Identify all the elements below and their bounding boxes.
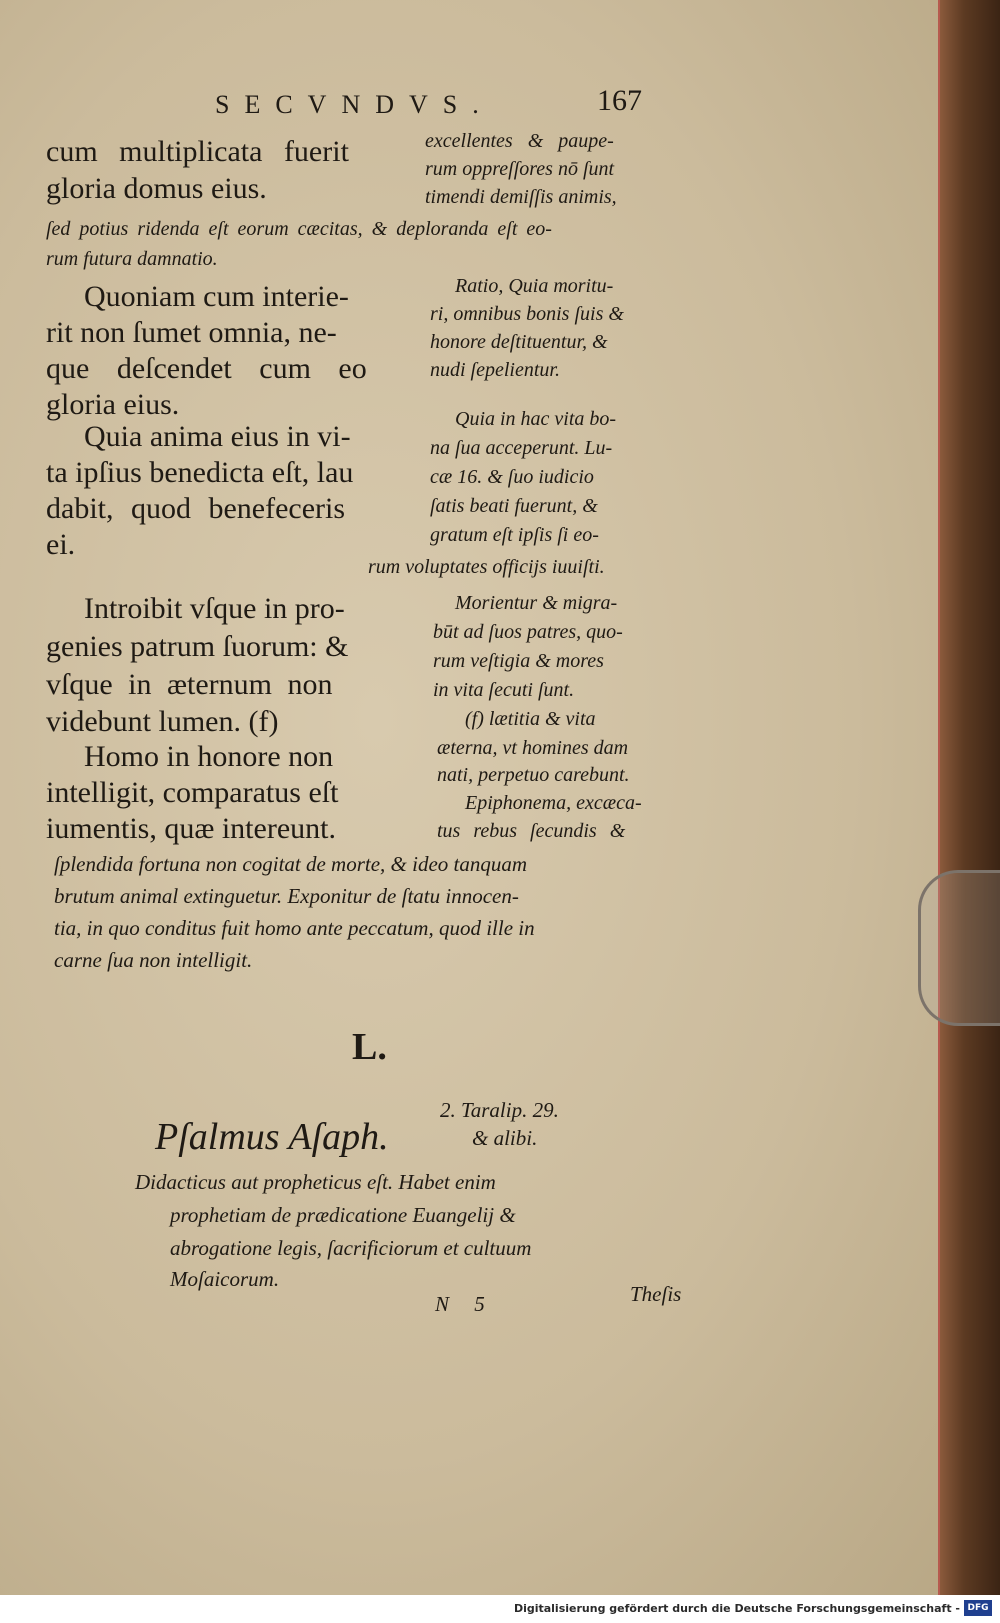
signature-mark: N 5 [435,1292,485,1316]
gloss-line: cæ 16. & ſuo iudicio [430,466,594,488]
gloss-line: tia, in quo conditus fuit homo ante peccatum, quod ille in [54,916,535,940]
cross-reference: & alibi. [472,1126,538,1150]
main-text-line: gloria domus eius. [46,172,267,205]
main-text-line: Introibit vſque in pro- [84,592,345,625]
psalm-title: Pſalmus Aſaph. [155,1116,389,1158]
gloss-line: Morientur & migra- [455,592,618,614]
gloss-line: rum veſtigia & mores [433,650,604,672]
main-text-line: rit non ſumet omnia, ne- [46,316,337,349]
gloss-line: na ſua acceperunt. Lu- [430,437,613,459]
argument-line: abrogatione legis, ſacrificiorum et cultuum [170,1236,532,1260]
gloss-line: ſed potius ridenda eſt eorum cæcitas, & deploranda eſt eo- [46,218,552,240]
main-text-line: cum multiplicata fuerit [46,135,349,168]
main-text-line: Quia anima eius in vi- [84,420,351,453]
main-text-line: gloria eius. [46,388,180,421]
footer-credit: Digitalisierung gefördert durch die Deutsche Forschungsgemeinschaft - [513,1602,960,1615]
main-text-line: que deſcendet cum eo [46,352,367,385]
argument-line: Moſaicorum. [170,1267,280,1291]
gloss-line: æterna, vt homines dam [437,737,629,759]
main-text-line: iumentis, quæ intereunt. [46,812,336,845]
gloss-line: timendi demiſſis animis, [425,186,617,208]
catchword: Theſis [630,1282,682,1306]
dfg-logo-icon: DFG [964,1600,992,1616]
gloss-line: ſatis beati fuerunt, & [430,495,598,517]
gloss-line: rum futura damnatio. [46,248,218,270]
gloss-line: Epiphonema, excæca- [465,792,642,814]
main-text-line: intelligit, comparatus eſt [46,776,339,809]
gloss-line: honore deſtituentur, & [430,331,608,353]
gloss-line: Ratio, Quia moritu- [455,275,614,297]
gloss-line: tus rebus ſecundis & [437,820,626,842]
main-text-line: Homo in honore non [84,740,334,773]
main-text-line: genies patrum ſuorum: & [46,630,349,663]
gloss-line: ri, omnibus bonis ſuis & [430,303,624,325]
main-text-line: ei. [46,528,76,561]
cross-reference: 2. Taralip. 29. [440,1098,559,1122]
gloss-line: brutum animal extinguetur. Exponitur de ſtatu innocen- [54,884,519,908]
main-text-line: Quoniam cum interie- [84,280,349,313]
main-text-line: ta ipſius benedicta eſt, lau [46,456,354,489]
page-number: 167 [597,84,642,117]
psalm-numeral: L. [352,1026,387,1068]
gloss-line: nati, perpetuo carebunt. [437,764,630,786]
main-text-line: videbunt lumen. (f) [46,705,279,738]
running-title: SECVNDVS. [215,90,494,119]
gloss-line: būt ad ſuos patres, quo- [433,621,623,643]
argument-line: prophetiam de prædicatione Euangelij & [170,1203,516,1227]
main-text-line: dabit, quod benefeceris [46,492,346,525]
main-text-line: vſque in æternum non [46,668,333,701]
gloss-line: nudi ſepelientur. [430,359,560,381]
gloss-line: rum voluptates officijs iuuiſti. [368,556,605,578]
gloss-line: rum oppreſſores nō ſunt [425,158,615,180]
gloss-line: (f) lætitia & vita [465,708,596,730]
argument-line: Didacticus aut propheticus eſt. Habet enim [135,1170,496,1194]
gloss-line: Quia in hac vita bo- [455,408,617,430]
gloss-line: ſplendida fortuna non cogitat de morte, & ideo tanquam [54,852,528,876]
gloss-line: gratum eſt ipſis ſi eo- [430,524,599,546]
gloss-line: carne ſua non intelligit. [54,948,253,972]
book-spine-edge [940,0,1000,1595]
page-clip [918,870,1000,1026]
gloss-line: excellentes & paupe- [425,130,614,152]
gloss-line: in vita ſecuti ſunt. [433,679,575,701]
